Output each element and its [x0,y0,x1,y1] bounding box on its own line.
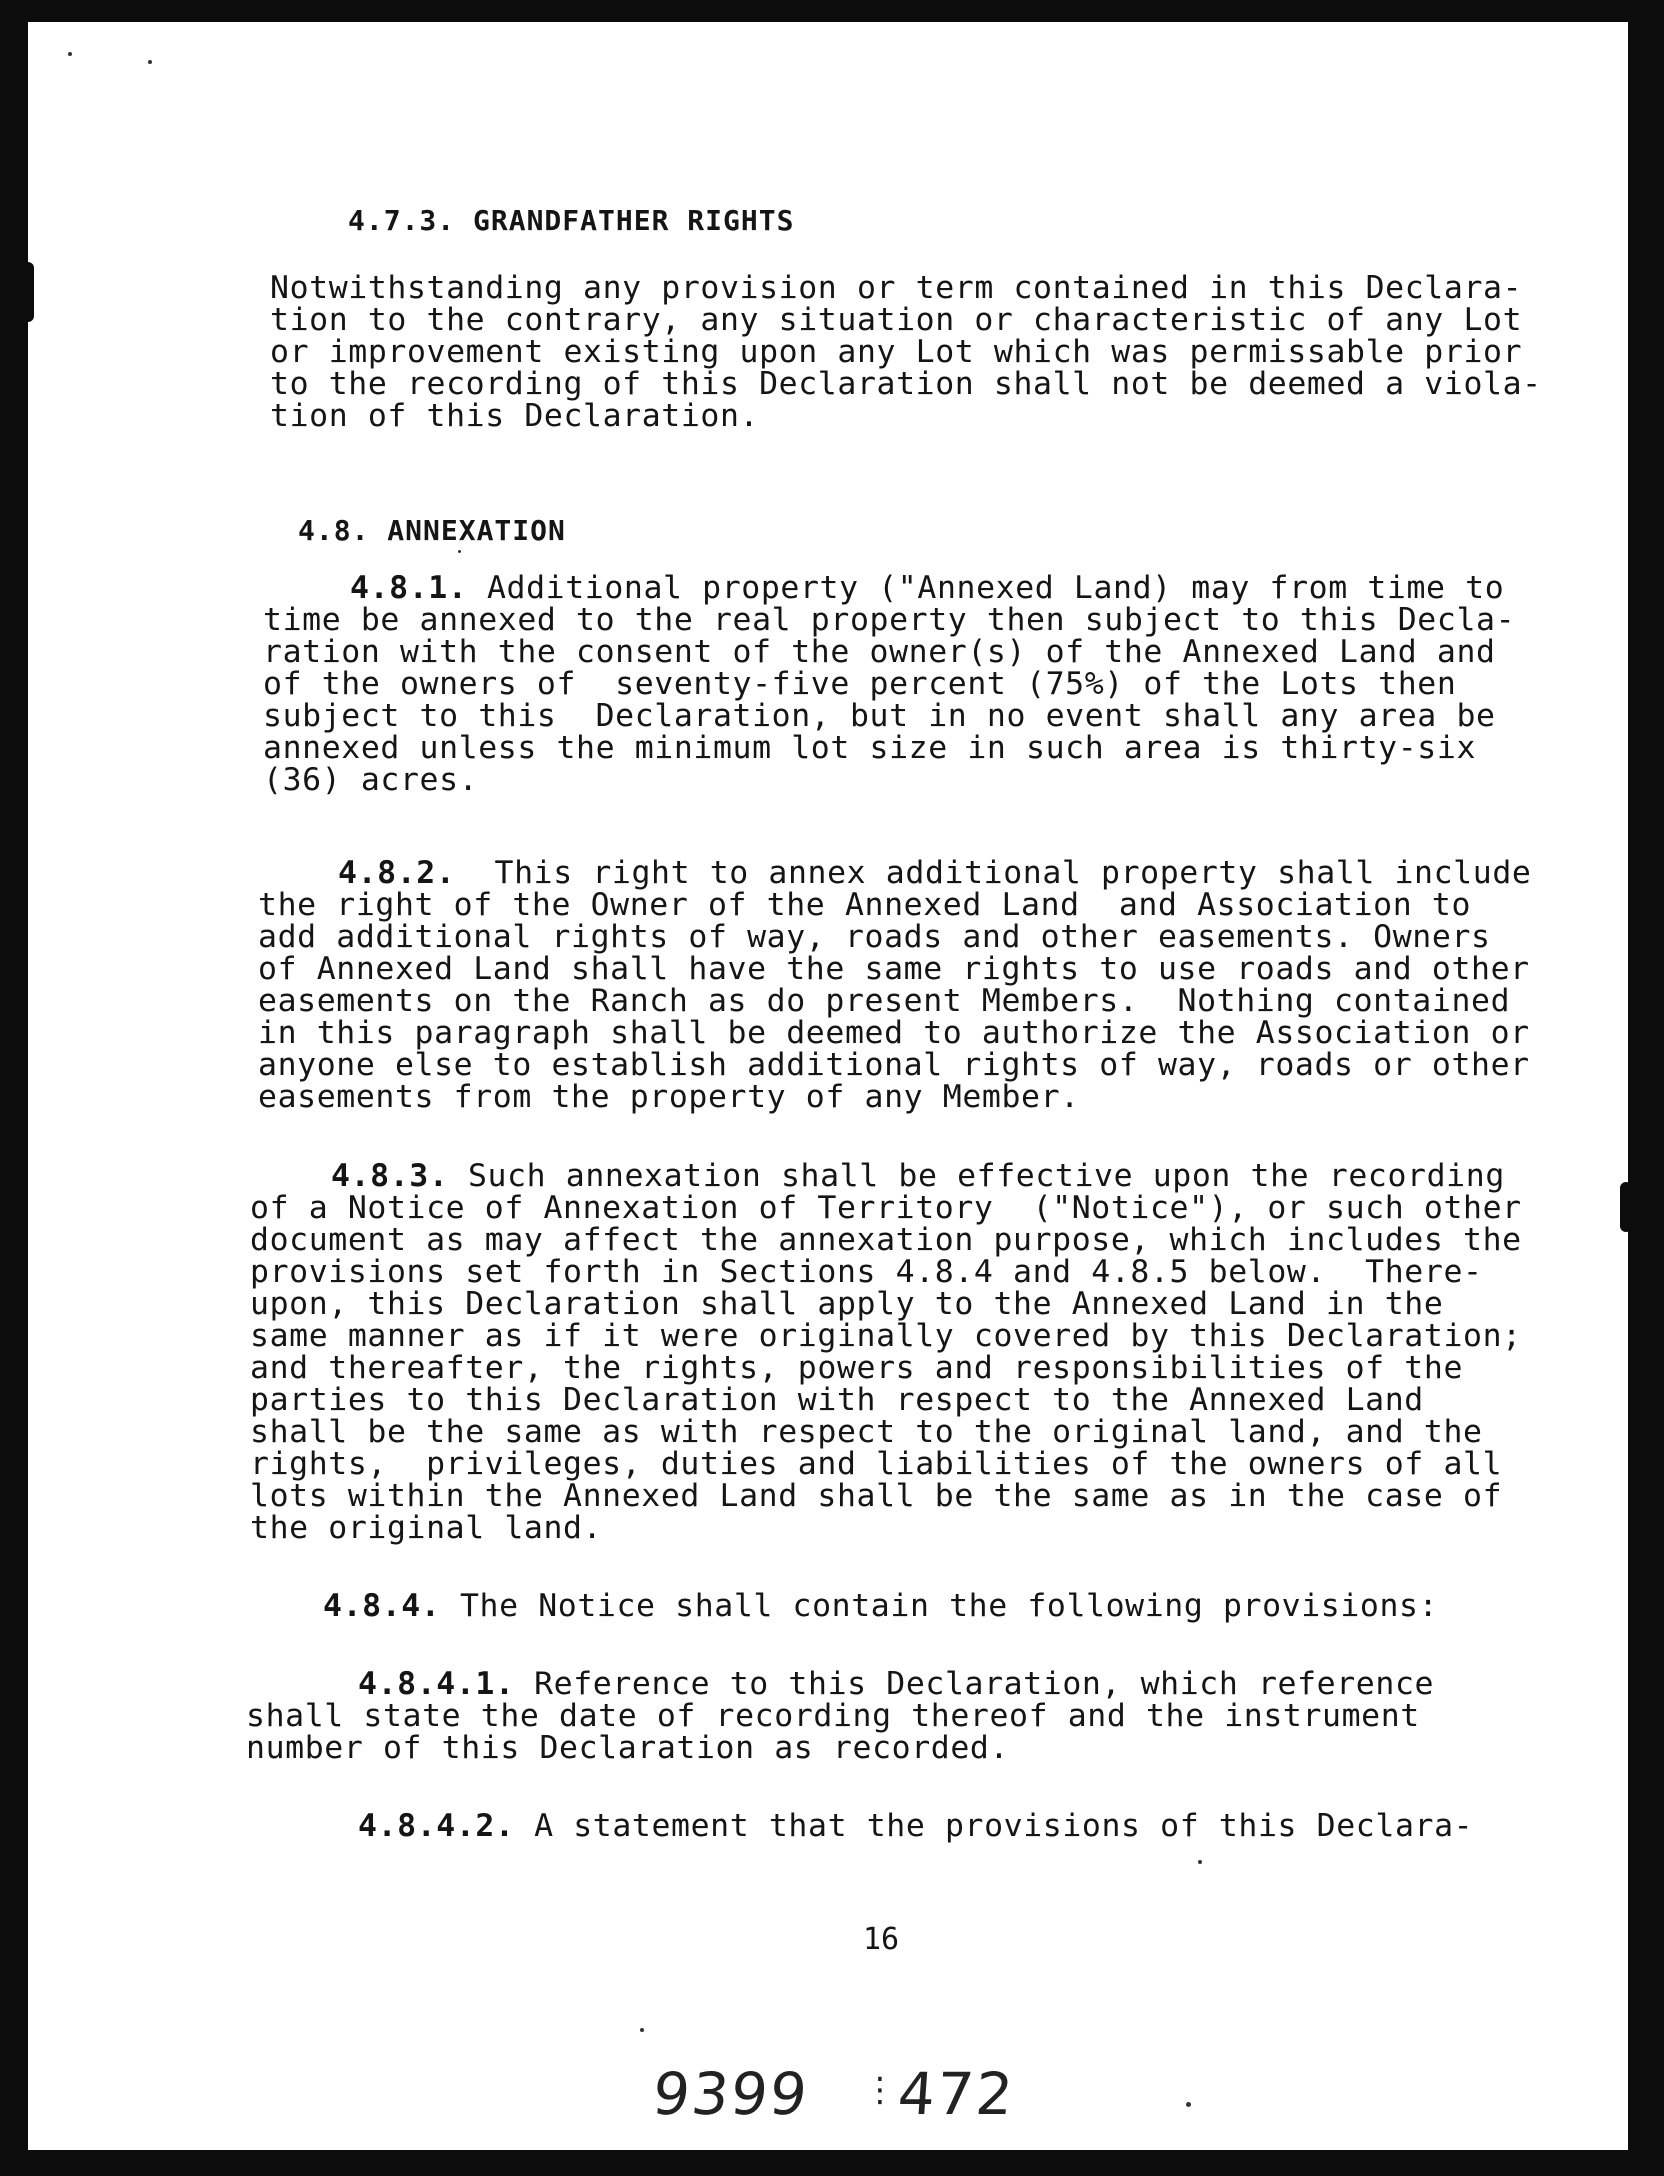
text-line: Notwithstanding any provision or term contained in this Declara- [270,270,1523,306]
scan-speck [148,60,152,64]
stamp-separator: ⋮ [863,2070,899,2110]
recording-page-number: 472 [895,2060,1018,2128]
scan-speck [640,2028,644,2032]
text-line: 4.8.4. The Notice shall contain the following provisions: [323,1588,1439,1624]
text-line: provisions set forth in Sections 4.8.4 and 4.8.5 below. There- [250,1254,1483,1290]
text-line: shall be the same as with respect to the original land, and the [250,1414,1483,1450]
text-line: 4.8.4.1. Reference to this Declaration, which reference [358,1666,1435,1702]
text-line: the original land. [250,1510,603,1546]
text-line: easements on the Ranch as do present Members. Nothing contained [258,983,1511,1019]
paragraph-number: 4.8.1. [350,570,468,606]
text-line: the right of the Owner of the Annexed Land and Association to [258,887,1472,923]
text-line: subject to this Declaration, but in no event shall any area be [263,698,1496,734]
text-line: in this paragraph shall be deemed to authorize the Association or [258,1015,1530,1051]
text-line: 4.8.1. Additional property ("Annexed Land) may from time to [350,570,1505,606]
text-line: or improvement existing upon any Lot which was permissable prior [270,334,1523,370]
paragraph-number: 4.8.4.1. [358,1666,515,1702]
scan-edge-artifact [1620,1182,1632,1232]
text-line: 4.8.4.2. A statement that the provisions of this Declara- [358,1808,1474,1844]
text-line: time be annexed to the real property then subject to this Decla- [263,602,1516,638]
text-line: rights, privileges, duties and liabilities of the owners of all [250,1446,1503,1482]
text-line: annexed unless the minimum lot size in such area is thirty-six [263,730,1477,766]
recording-book-number: 9399 [649,2060,813,2128]
scan-speck [1186,2102,1191,2107]
paragraph-number: 4.8.2. [338,855,456,891]
text-line: upon, this Declaration shall apply to the Annexed Land in the [250,1286,1444,1322]
text-line: same manner as if it were originally covered by this Declaration; [250,1318,1522,1354]
text-line: (36) acres. [263,762,479,798]
page-number: 16 [863,1922,900,1957]
text-line: tion of this Declaration. [270,398,760,434]
text-line: of Annexed Land shall have the same rights to use roads and other [258,951,1530,987]
text-line: of a Notice of Annexation of Territory ("Notice"), or such other [250,1190,1522,1226]
scan-speck [68,52,72,56]
section-heading-4-7-3: 4.7.3. GRANDFATHER RIGHTS [348,204,795,237]
section-heading-4-8: 4.8. ANNEXATION [298,514,566,547]
paragraph-number: 4.8.4.2. [358,1808,515,1844]
text-line: document as may affect the annexation purpose, which includes the [250,1222,1522,1258]
text-line: to the recording of this Declaration shall not be deemed a viola- [270,366,1542,402]
text-line: parties to this Declaration with respect to the Annexed Land [250,1382,1424,1418]
text-line: and thereafter, the rights, powers and responsibilities of the [250,1350,1464,1386]
text-line: of the owners of seventy-five percent (75%) of the Lots then [263,666,1457,702]
paragraph-number: 4.8.3. [331,1158,449,1194]
text-line: add additional rights of way, roads and other easements. Owners [258,919,1491,955]
scan-edge-artifact [22,262,34,322]
text-line: 4.8.3. Such annexation shall be effective upon the recording [331,1158,1505,1194]
scan-speck [1198,1860,1202,1864]
text-line: easements from the property of any Member. [258,1079,1080,1115]
text-line: shall state the date of recording thereof and the instrument [246,1698,1420,1734]
text-line: lots within the Annexed Land shall be the same as in the case of [250,1478,1503,1514]
document-page [28,22,1628,2150]
text-line: 4.8.2. This right to annex additional property shall include [338,855,1532,891]
text-line: ration with the consent of the owner(s) of the Annexed Land and [263,634,1496,670]
paragraph-number: 4.8.4. [323,1588,441,1624]
text-line: tion to the contrary, any situation or characteristic of any Lot [270,302,1523,338]
text-line: number of this Declaration as recorded. [246,1730,1010,1766]
scan-speck [458,550,461,553]
text-line: anyone else to establish additional rights of way, roads or other [258,1047,1530,1083]
